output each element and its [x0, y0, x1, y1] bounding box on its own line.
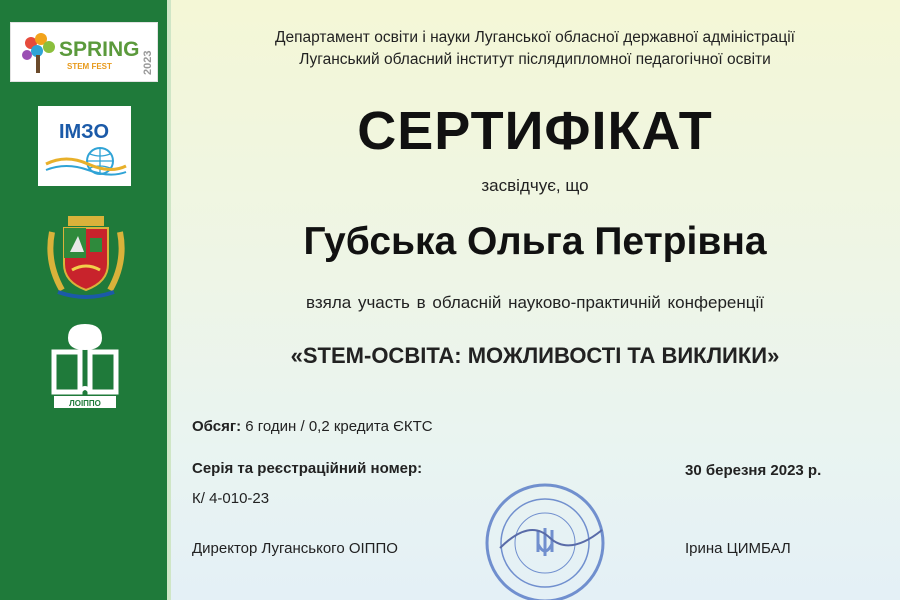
stem-fest-word: STEM FEST: [67, 62, 112, 71]
signatory-name: Ірина ЦИМБАЛ: [685, 540, 791, 557]
conference-title: «STEM-ОСВІТА: МОЖЛИВОСТІ ТА ВИКЛИКИ»: [290, 343, 780, 368]
series-number: К/ 4-010-23: [192, 490, 270, 507]
volume-line: [192, 418, 433, 435]
certificate-title: СЕРТИФІКАТ: [357, 101, 713, 161]
series-label: Серія та реєстраційний номер:: [192, 460, 423, 477]
official-stamp-icon: [480, 478, 610, 600]
issue-date: 30 березня 2023 р.: [685, 462, 822, 479]
loippo-text: ЛОІППО: [69, 399, 101, 408]
spring-tree-icon: [11, 23, 159, 83]
logo-sidebar: [0, 0, 167, 600]
certifies-text: засвідчує, що: [481, 176, 589, 195]
spring-year: 2023: [142, 50, 154, 75]
participation-text: взяла участь в обласній науково-практичній конференції: [306, 293, 764, 312]
loippo-logo-icon: [50, 322, 120, 410]
imzo-globe-icon: [38, 106, 131, 186]
volume-value: 6 годин / 0,2 кредита ЄКТС: [245, 418, 433, 435]
volume-label: Обсяг:: [192, 418, 242, 435]
spring-word: SPRING: [59, 38, 140, 61]
imzo-logo: [38, 106, 131, 186]
director-title: Директор Луганського ОІППО: [192, 540, 398, 557]
issuer-institute: Луганський обласний інститут післядипломної педагогічної освіти: [299, 51, 771, 68]
imzo-text: ІМЗО: [58, 121, 110, 143]
recipient-name: Губська Ольга Петрівна: [303, 220, 767, 263]
spring-stem-fest-logo: [10, 22, 158, 82]
issuer-department: Департамент освіти і науки Луганської обласної державної адміністрації: [275, 29, 795, 46]
luhansk-oblast-emblem-icon: [44, 212, 128, 300]
